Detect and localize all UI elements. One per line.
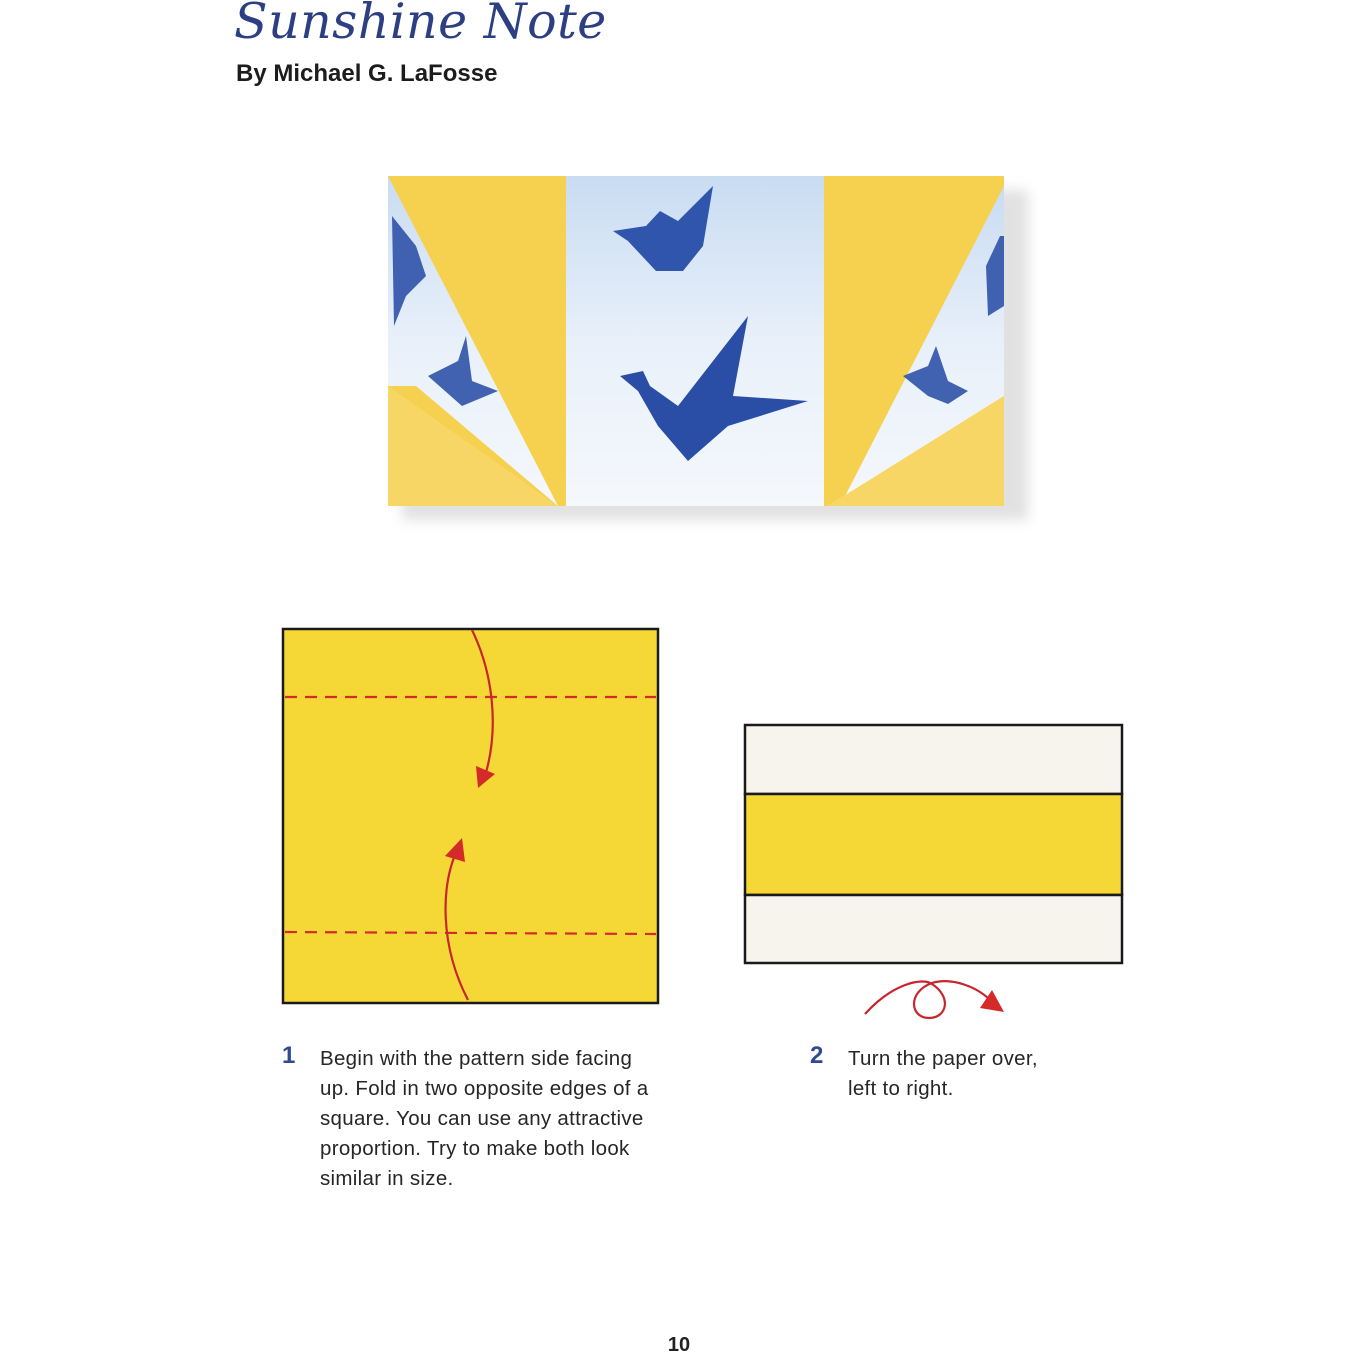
step-line: Turn the paper over,: [848, 1047, 1038, 1070]
step-line: proportion. Try to make both look: [320, 1137, 630, 1160]
right-panel: [824, 176, 1004, 506]
step-2-diagram: [742, 722, 1126, 1022]
step-number: 1: [282, 1042, 296, 1069]
step-instructions: [848, 1044, 1038, 1104]
step-line: left to right.: [848, 1077, 954, 1100]
step-line: similar in size.: [320, 1167, 454, 1190]
step-line: Begin with the pattern side facing: [320, 1047, 633, 1070]
left-panel: [388, 176, 566, 506]
step-1-diagram: [280, 626, 662, 1006]
step-line: up. Fold in two opposite edges of a: [320, 1077, 649, 1100]
step-number: 2: [810, 1042, 824, 1069]
center-strip: [745, 794, 1122, 895]
step-1: [282, 1042, 702, 1202]
square-paper: [283, 629, 658, 1003]
bottom-flap: [745, 895, 1122, 963]
top-flap: [745, 725, 1122, 794]
turn-over-arrow-icon: [865, 981, 990, 1018]
author-byline: By Michael G. LaFosse: [236, 60, 498, 87]
step-instructions: [320, 1044, 648, 1194]
step-2: [810, 1042, 1130, 1122]
page-title: Sunshine Note: [234, 0, 607, 50]
center-panel: [566, 176, 824, 506]
finished-model-photo: [388, 176, 1038, 536]
page-number: 10: [667, 1334, 691, 1356]
step-line: square. You can use any attractive: [320, 1107, 644, 1130]
